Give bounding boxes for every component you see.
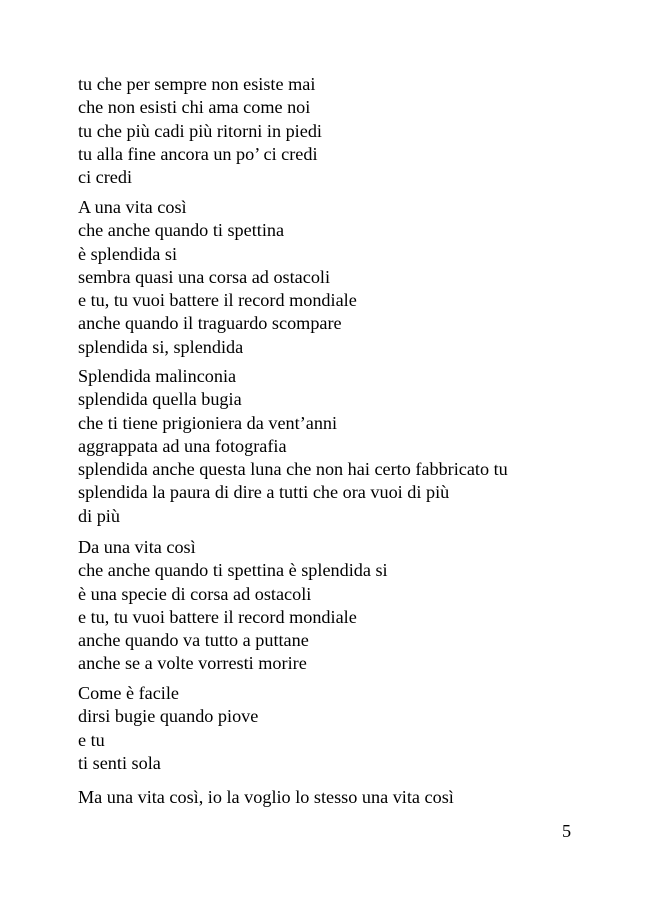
lyric-line: Ma una vita così, io la voglio lo stesso una vita così xyxy=(78,787,454,807)
lyric-line: aggrappata ad una fotografia xyxy=(78,435,287,456)
stanza-2 xyxy=(78,196,357,359)
lyric-line: Da una vita così xyxy=(78,537,196,557)
lyric-line: A una vita così xyxy=(78,197,187,217)
lyric-line: che non esisti chi ama come noi xyxy=(78,97,311,118)
lyric-line: e tu, tu vuoi battere il record mondiale xyxy=(78,606,357,627)
stanza-4 xyxy=(78,536,388,676)
lyric-line: dirsi bugie quando piove xyxy=(78,706,259,727)
lyric-line: anche quando va tutto a puttane xyxy=(78,630,309,651)
lyric-line: ci credi xyxy=(78,167,133,188)
stanza-3 xyxy=(78,365,508,528)
lyric-line: Come è facile xyxy=(78,683,179,703)
lyric-line: splendida anche questa luna che non hai certo fabbricato tu xyxy=(78,459,508,480)
lyric-line: di più xyxy=(78,505,120,526)
lyric-line: anche quando il traguardo scompare xyxy=(78,313,342,334)
lyric-line: e tu xyxy=(78,729,105,750)
lyric-line: che anche quando ti spettina è splendida si xyxy=(78,560,388,581)
lyric-line: è splendida si xyxy=(78,243,178,264)
stanza-1 xyxy=(78,73,322,189)
lyric-line: splendida quella bugia xyxy=(78,389,242,410)
lyric-line: tu che più cadi più ritorni in piedi xyxy=(78,120,322,141)
lyric-line: ti senti sola xyxy=(78,752,161,773)
lyric-line: tu che per sempre non esiste mai xyxy=(78,74,316,94)
lyric-line: splendida si, splendida xyxy=(78,336,244,357)
lyric-line: sembra quasi una corsa ad ostacoli xyxy=(78,266,331,287)
lyric-line: è una specie di corsa ad ostacoli xyxy=(78,583,312,604)
lyric-line: che ti tiene prigioniera da vent’anni xyxy=(78,412,338,433)
lyric-line: che anche quando ti spettina xyxy=(78,220,285,241)
stanza-5 xyxy=(78,682,258,775)
lyric-line: splendida la paura di dire a tutti che ora vuoi di più xyxy=(78,482,450,503)
lyric-line: anche se a volte vorresti morire xyxy=(78,653,307,674)
lyric-line: e tu, tu vuoi battere il record mondiale xyxy=(78,290,357,311)
stanza-6 xyxy=(78,786,454,809)
lyric-line: tu alla fine ancora un po’ ci credi xyxy=(78,143,318,164)
lyric-line: Splendida malinconia xyxy=(78,366,237,386)
page-number: 5 xyxy=(562,821,572,841)
